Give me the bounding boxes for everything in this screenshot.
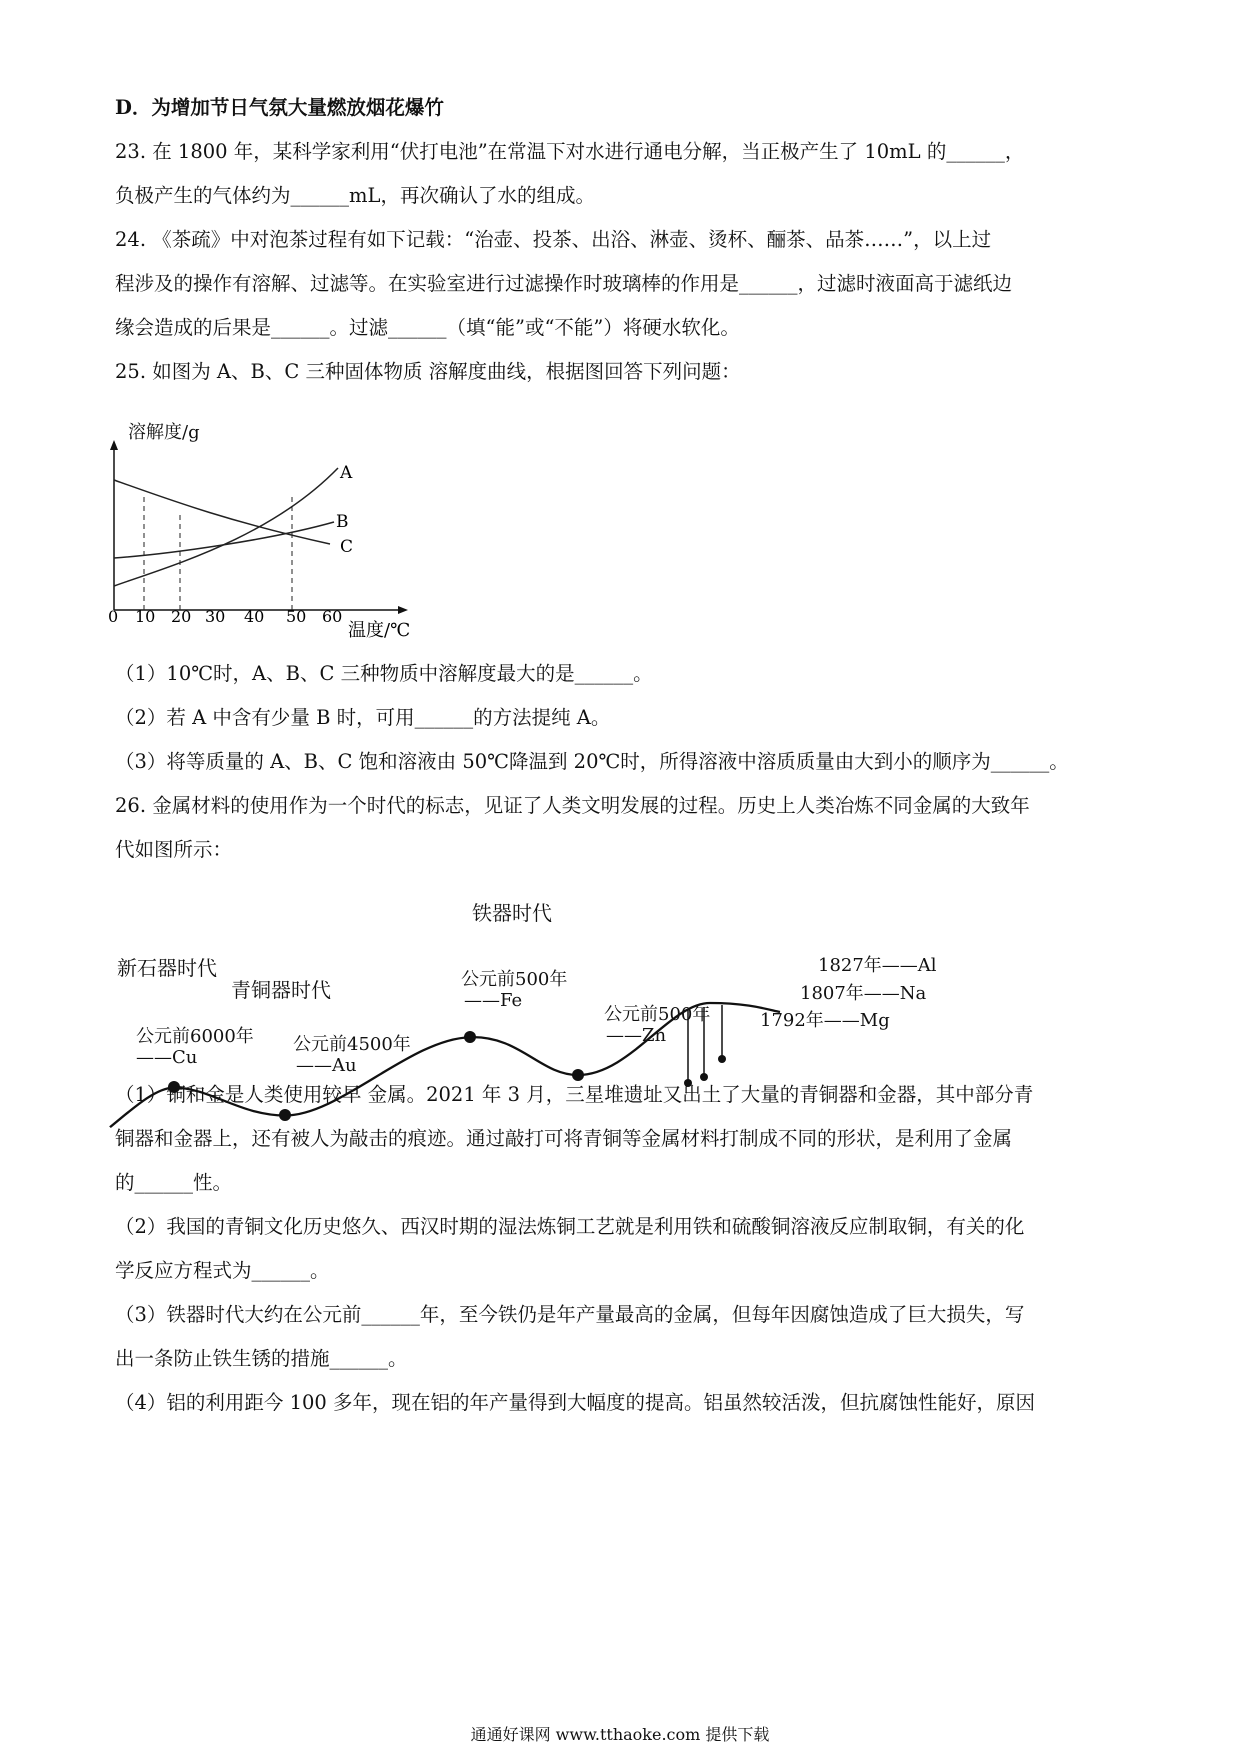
q25-part-2: （2）若 A 中含有少量 B 时，可用______的方法提纯 A。 [115,706,611,729]
event-zn-metal: ——Zn [606,1025,667,1046]
q26-part-3-line-2: 出一条防止铁生锈的措施______。 [115,1347,408,1370]
x-tick: 20 [171,607,192,626]
event-cu-metal: ——Cu [136,1047,198,1068]
q26-part-1-line-3: 的______性。 [115,1171,233,1194]
q26-part-3-line-1: （3）铁器时代大约在公元前______年，至今铁仍是年产量最高的金属，但每年因腐蚀造成了巨大损失，写 [115,1303,1025,1326]
event-al: 1827年——Al [818,955,937,976]
curve-b [114,522,334,558]
event-fe-metal: ——Fe [464,990,523,1011]
q26-part-1-line-1: （1）铜和金是人类使用较早 金属。2021 年 3 月，三星堆遗址又出土了大量的青铜器和金器，其中部分青 [115,1083,1034,1106]
q26-part-4-line-1: （4）铝的利用距今 100 多年，现在铝的年产量得到大幅度的提高。铝虽然较活泼，但抗腐蚀性能好，原因 [115,1391,1036,1414]
q26-line-2: 代如图所示： [115,838,233,861]
q24-line-3: 缘会造成的后果是______。过滤______（填“能”或“不能”）将硬水软化。 [115,316,740,339]
y-axis-label: 溶解度/g [128,422,200,443]
q26-part-1-line-2: 铜器和金器上，还有被人为敲击的痕迹。通过敲打可将青铜等金属材料打制成不同的形状，是利用了金属 [115,1127,1013,1150]
q24-line-1: 24. 《茶疏》中对泡茶过程有如下记载：“治壶、投茶、出浴、淋壶、烫杯、酾茶、品茶……”，以上过 [115,228,992,251]
q23-line-2: 负极产生的气体约为______mL，再次确认了水的组成。 [115,184,595,207]
dot-fe [464,1031,476,1043]
event-au-year: 公元前4500年 [293,1034,411,1055]
curve-a [114,468,338,586]
x-tick: 60 [322,607,343,626]
event-au-metal: ——Au [296,1055,357,1076]
q26-part-2-line-1: （2）我国的青铜文化历史悠久、西汉时期的湿法炼铜工艺就是利用铁和硫酸铜溶液反应制取铜，有关的化 [115,1215,1025,1238]
q25-part-1: （1）10℃时，A、B、C 三种物质中溶解度最大的是______。 [115,662,653,685]
era-neolithic: 新石器时代 [117,956,217,980]
q26-part-2-line-2: 学反应方程式为______。 [115,1259,330,1282]
x-tick: 30 [205,607,226,626]
x-tick: 50 [286,607,307,626]
curve-label-a: A [340,463,353,483]
curve-label-b: B [336,512,349,532]
curve-label-c: C [340,537,354,557]
dot-au [279,1109,291,1121]
q25-stem: 25. 如图为 A、B、C 三种固体物质 溶解度曲线，根据图回答下列问题： [115,360,741,383]
x-tick: 40 [244,607,265,626]
solubility-chart [110,440,450,654]
event-zn-year: 公元前500年 [604,1004,711,1025]
event-mg: 1792年——Mg [760,1010,890,1031]
q24-line-2: 程涉及的操作有溶解、过滤等。在实验室进行过滤操作时玻璃棒的作用是______，过滤时液面高于滤纸边 [115,272,1013,295]
event-na: 1807年——Na [800,983,927,1004]
q25-part-3: （3）将等质量的 A、B、C 饱和溶液由 50℃降温到 20℃时，所得溶液中溶质质量由大到小的顺序为______。 [115,750,1069,773]
x-axis-label: 温度/℃ [348,620,411,641]
era-bronze: 青铜器时代 [231,978,331,1002]
dot-zn [572,1069,584,1081]
curve-c [114,480,330,544]
x-tick: 0 [108,607,119,626]
page-footer: 通通好课网 www.tthaoke.com 提供下载 [470,1725,770,1744]
event-fe-year: 公元前500年 [461,969,568,990]
event-cu-year: 公元前6000年 [136,1026,254,1047]
option-d: D．为增加节日气氛大量燃放烟花爆竹 [115,96,444,119]
era-iron: 铁器时代 [472,901,552,925]
q23-line-1: 23. 在 1800 年，某科学家利用“伏打电池”在常温下对水进行通电分解，当正极产生了 10mL 的______， [115,140,1025,163]
q26-line-1: 26. 金属材料的使用作为一个时代的标志，见证了人类文明发展的过程。历史上人类冶炼不同金属的大致年 [115,794,1030,817]
x-tick: 10 [135,607,156,626]
